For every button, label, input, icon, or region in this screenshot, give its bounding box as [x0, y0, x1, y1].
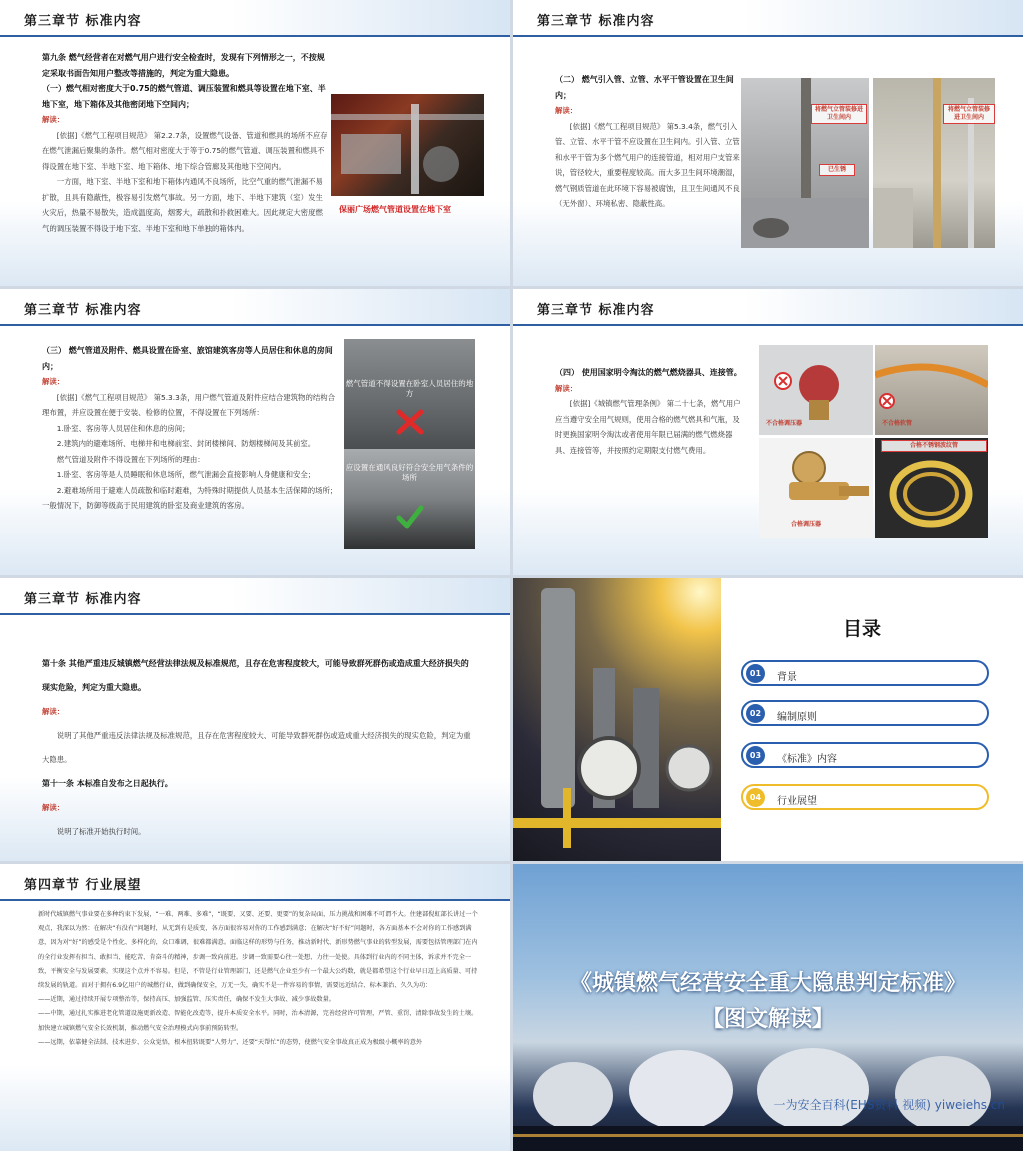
toc-number: 01	[746, 664, 765, 683]
good-hose-photo	[875, 438, 988, 538]
image-caption-good: 应设置在通风良好符合安全用气条件的场所	[345, 463, 474, 482]
slide-ch3-item3	[0, 289, 510, 575]
interpretation-p1: [依据]《燃气工程项目规范》 第5.3.4条，燃气引入管、立管、水平干管不应设置在卫生间内。引入管、立管和水平干管为多个燃气用户的连接管道，相对用户支管来说，管径较大，重要程度较高。而大多卫生间环境潮湿， 燃气钢质管道在此环境下容易被腐蚀，且卫生间通风不良（无外窗）、环境私密、隐蔽性高。	[555, 121, 740, 208]
article-text	[42, 50, 329, 236]
article-10: 第十条 其他严重违反城镇燃气经营法律法规及标准规范，且存在危害程度较大，可能导致群死群伤或造成重大经济损失的现实危险，判定为重大隐患。	[42, 659, 469, 692]
bathroom-photo-2	[873, 78, 995, 248]
outlook-p3: ——中期，通过扎实推进老化管道设施更新改造、智能化改造等，提升本质安全水平。同时，治本清源，完善经营许可管理，严管、重罚，清除事故发生的土壤。加快建立城镇燃气安全长效机制，推动燃气安全治理模式向事前预防转型。	[38, 1010, 478, 1032]
item-2: （二） 燃气引入管、立管、水平干管设置在卫生间内；	[555, 75, 734, 100]
slide-header	[513, 0, 1023, 36]
interpretation-label: 解读：	[555, 383, 578, 393]
bedroom-photo	[344, 339, 475, 449]
watermark: 一为安全百科(EHS资料 视频) yiweiehs.cn	[773, 1098, 1005, 1112]
slide-header	[0, 864, 510, 900]
article-9: 第九条 燃气经营者在对燃气用户进行安全检查时，发现有下列情形之一，不按规定采取书面告知用户整改等措施的，判定为重大隐患。	[42, 53, 325, 78]
photo-tag: 已生锈	[819, 164, 855, 176]
interpretation-label: 解读：	[555, 106, 578, 115]
interpretation-p1: 说明了其他严重违反法律法规及标准规范，且存在危害程度较大、可能导致群死群伤或造成重大经济损失的现实危险，判定为重大隐患。	[42, 731, 471, 764]
toc-item-3[interactable]	[741, 742, 989, 768]
toc-number: 03	[746, 746, 765, 765]
cover-subtitle: 【图文解读】	[701, 1007, 834, 1032]
toc-item-4[interactable]	[741, 784, 989, 810]
interpretation-p2: 说明了标准开始执行时间。	[56, 827, 146, 836]
toc-label: 《标准》内容	[777, 754, 837, 765]
photo-tag: 将燃气立管装修进卫生间内	[943, 104, 995, 124]
gas-station-photo	[513, 578, 721, 861]
chapter-title: 第四章节 行业展望	[24, 878, 142, 893]
bad-regulator-photo	[759, 345, 873, 435]
bathroom-photo-1	[741, 78, 869, 248]
toc-label: 行业展望	[777, 796, 817, 807]
chapter-title: 第三章节 标准内容	[537, 303, 655, 318]
list-3: 1.卧室、客房等是人员睡眠和休息场所，燃气泄漏会直接影响人身健康和安全；	[56, 470, 316, 479]
basement-photo	[331, 94, 484, 196]
slide-header	[513, 289, 1023, 325]
photo-caption: 保丽广场燃气管道设置在地下室	[339, 205, 451, 214]
slide-cover	[513, 864, 1023, 1151]
list-1: 1.卧室、客房等人员居住和休息的房间；	[56, 423, 190, 433]
list-2: 2.建筑内的避难场所、电梯井和电梯前室、封闭楼梯间、防烟楼梯间及其前室。	[56, 439, 316, 448]
interpretation-p1: [依据]《燃气工程项目规范》 第2.2.7条，设置燃气设备、管道和燃具的场所不应存在燃气泄漏后聚集的条件。燃气相对密度大于等于0.75的燃气管道、调压装置和燃具不得设置在地下室、半地下室、地下箱体、地下综合管廊及其他地下空间内。	[42, 130, 328, 171]
photo-tag: 不合格软管	[882, 420, 913, 427]
slide-header	[0, 289, 510, 325]
check-mark-icon	[396, 505, 424, 529]
interpretation-label: 解读：	[42, 707, 65, 716]
photo-tag: 合格不锈钢波纹管	[881, 440, 987, 452]
interpretation-p1: [依据]《城镇燃气管理条例》 第二十七条，燃气用户应当遵守安全用气规则，使用合格的燃气燃具和气瓶，及时更换国家明令淘汰或者使用年限已届满的燃气燃烧器具、连接管等，并按照约定期限支付燃气费用。	[555, 399, 741, 455]
kitchen-photo	[344, 449, 475, 549]
slide-header	[0, 578, 510, 614]
gas-equipment-graphic	[513, 578, 721, 861]
interpretation-p1: [依据]《燃气工程项目规范》 第5.3.3条，用户燃气管道及附件应结合建筑物的结构合理布置，并应设置在便于安装、检修的位置，不得设置在下列场所：	[42, 392, 336, 417]
article-text	[42, 652, 474, 844]
chapter-title: 第三章节 标准内容	[24, 303, 142, 318]
item-1: （一）燃气相对密度大于0.75的燃气管道、调压装置和燃具等设置在地下室、半地下室，地下箱体及其他密闭地下空间内；	[42, 84, 326, 109]
slide-header	[0, 0, 510, 36]
outlook-p2: ——近期，通过持续开展专项整治等，保持高压、加强监管、压实责任，确保不发生大事故、减少事故数量。	[38, 996, 335, 1004]
outlook-text	[38, 908, 478, 1050]
toc-item-2[interactable]	[741, 700, 989, 726]
x-mark-icon	[396, 409, 424, 435]
list-4: 2.避难场所用于避难人员疏散和临时避难，为特殊时期提供人员基本生活保障的场所；一般情况下，防御等级高于民用建筑的卧室及商业建筑的客房。	[42, 485, 338, 510]
bad-hose-photo	[875, 345, 988, 435]
article-11: 第十一条 本标准自发布之日起执行。	[42, 779, 173, 788]
outlook-p4: ——远期，依靠健全法制、技术进步、公众觉悟，根本扭转既要“人努力”、还要“天帮忙”的态势，使燃气安全事故真正成为极级小概率的意外	[38, 1038, 423, 1046]
slide-ch3-article9	[0, 0, 510, 286]
slide-ch4-outlook	[0, 864, 510, 1151]
outlook-p1: 新时代城镇燃气事业要在多种约束下发展，“一难、两难、多难”，“既要、又要、还要、更要”的复杂局面，压力挑战和困难不可谓不大。住建部倪虹部长讲过一个观点，我深以为然：在解决“有没有”问题时，从无到有是质变，各方面很容易对你的工作感到满意；在解决“好不好”问题时，各方面基本不会对你的工作感到满意，因为对“好”的感受是个性化、多样化的，众口难调，很难都满意。面临这样的形势与任务，推动新时代、新形势燃气事业的转型发展，需要包括管理部门在内的全行业发挥有担当、敢担当、能吃苦、肯奋斗的精神，步调一致向前进。步调一致需要心往一处想、力往一处使。具体到行业内的不同主体，诉求并不完全一致，平衡安全与发展要素，实现这个点并不容易。但是，不管是行业管理部门，还是燃气企业至少有一个最大公约数，就是都希望这个行业早日迈上高质量、可持续发展的轨道。而对于拥有6.9亿用户的城燃行业，做到确保安全，万无一失，确实不是一件容易的事情，需要远近结合、标本兼治、久久为功：	[38, 911, 478, 990]
photo-tag: 将燃气立管装修进卫生间内	[811, 104, 867, 124]
interpretation-label: 解读：	[42, 803, 65, 812]
item-text	[555, 365, 745, 458]
chapter-title: 第三章节 标准内容	[24, 592, 142, 607]
item-text	[555, 72, 741, 212]
toc-title: 目录	[843, 618, 882, 640]
slide-ch3-articles-10-11	[0, 578, 510, 861]
interpretation-label: 解读：	[42, 115, 65, 124]
cover-title: 《城镇燃气经营安全重大隐患判定标准》	[569, 971, 966, 996]
corrugated-hose-graphic	[875, 438, 988, 538]
photo-tag: 合格调压器	[791, 521, 822, 528]
toc-label: 背景	[777, 672, 797, 683]
toc-number: 04	[746, 788, 765, 807]
interpretation-p2: 燃气管道及附件不得设置在下列场所的理由：	[56, 454, 205, 464]
slide-ch3-item4	[513, 289, 1023, 575]
toc-label: 编制原则	[777, 712, 817, 723]
toc-number: 02	[746, 704, 765, 723]
toc-item-1[interactable]	[741, 660, 989, 686]
chapter-title: 第三章节 标准内容	[537, 14, 655, 29]
slide-ch3-item2	[513, 0, 1023, 286]
interpretation-label: 解读：	[42, 377, 65, 386]
image-caption-bad: 燃气管道不得设置在卧室人员居住的地方	[345, 379, 474, 398]
item-text	[42, 343, 338, 514]
interpretation-p2: 一方面，地下室、半地下室和地下箱体内通风不良场所，比空气重的燃气泄漏不易扩散，且具有隐蔽性，极容易引发燃气事故。另一方面，地下、半地下建筑（室）发生火灾后，热量不易散失，造成温度高，烟雾大，疏散和扑救困难大。因此规定大密度燃气的调压装置不得设于地下室、半地下室和地下单独的箱体内。	[42, 177, 323, 233]
chapter-title: 第三章节 标准内容	[24, 14, 142, 29]
item-3: （三） 燃气管道及附件、燃具设置在卧室、旅馆建筑客房等人员居住和休息的房间内；	[42, 346, 333, 371]
good-regulator-photo	[759, 438, 873, 538]
item-4: （四） 使用国家明令淘汰的燃气燃烧器具、连接管。	[555, 368, 742, 377]
basement-pipe-graphic	[331, 94, 484, 196]
photo-tag: 不合格调压器	[766, 420, 803, 427]
